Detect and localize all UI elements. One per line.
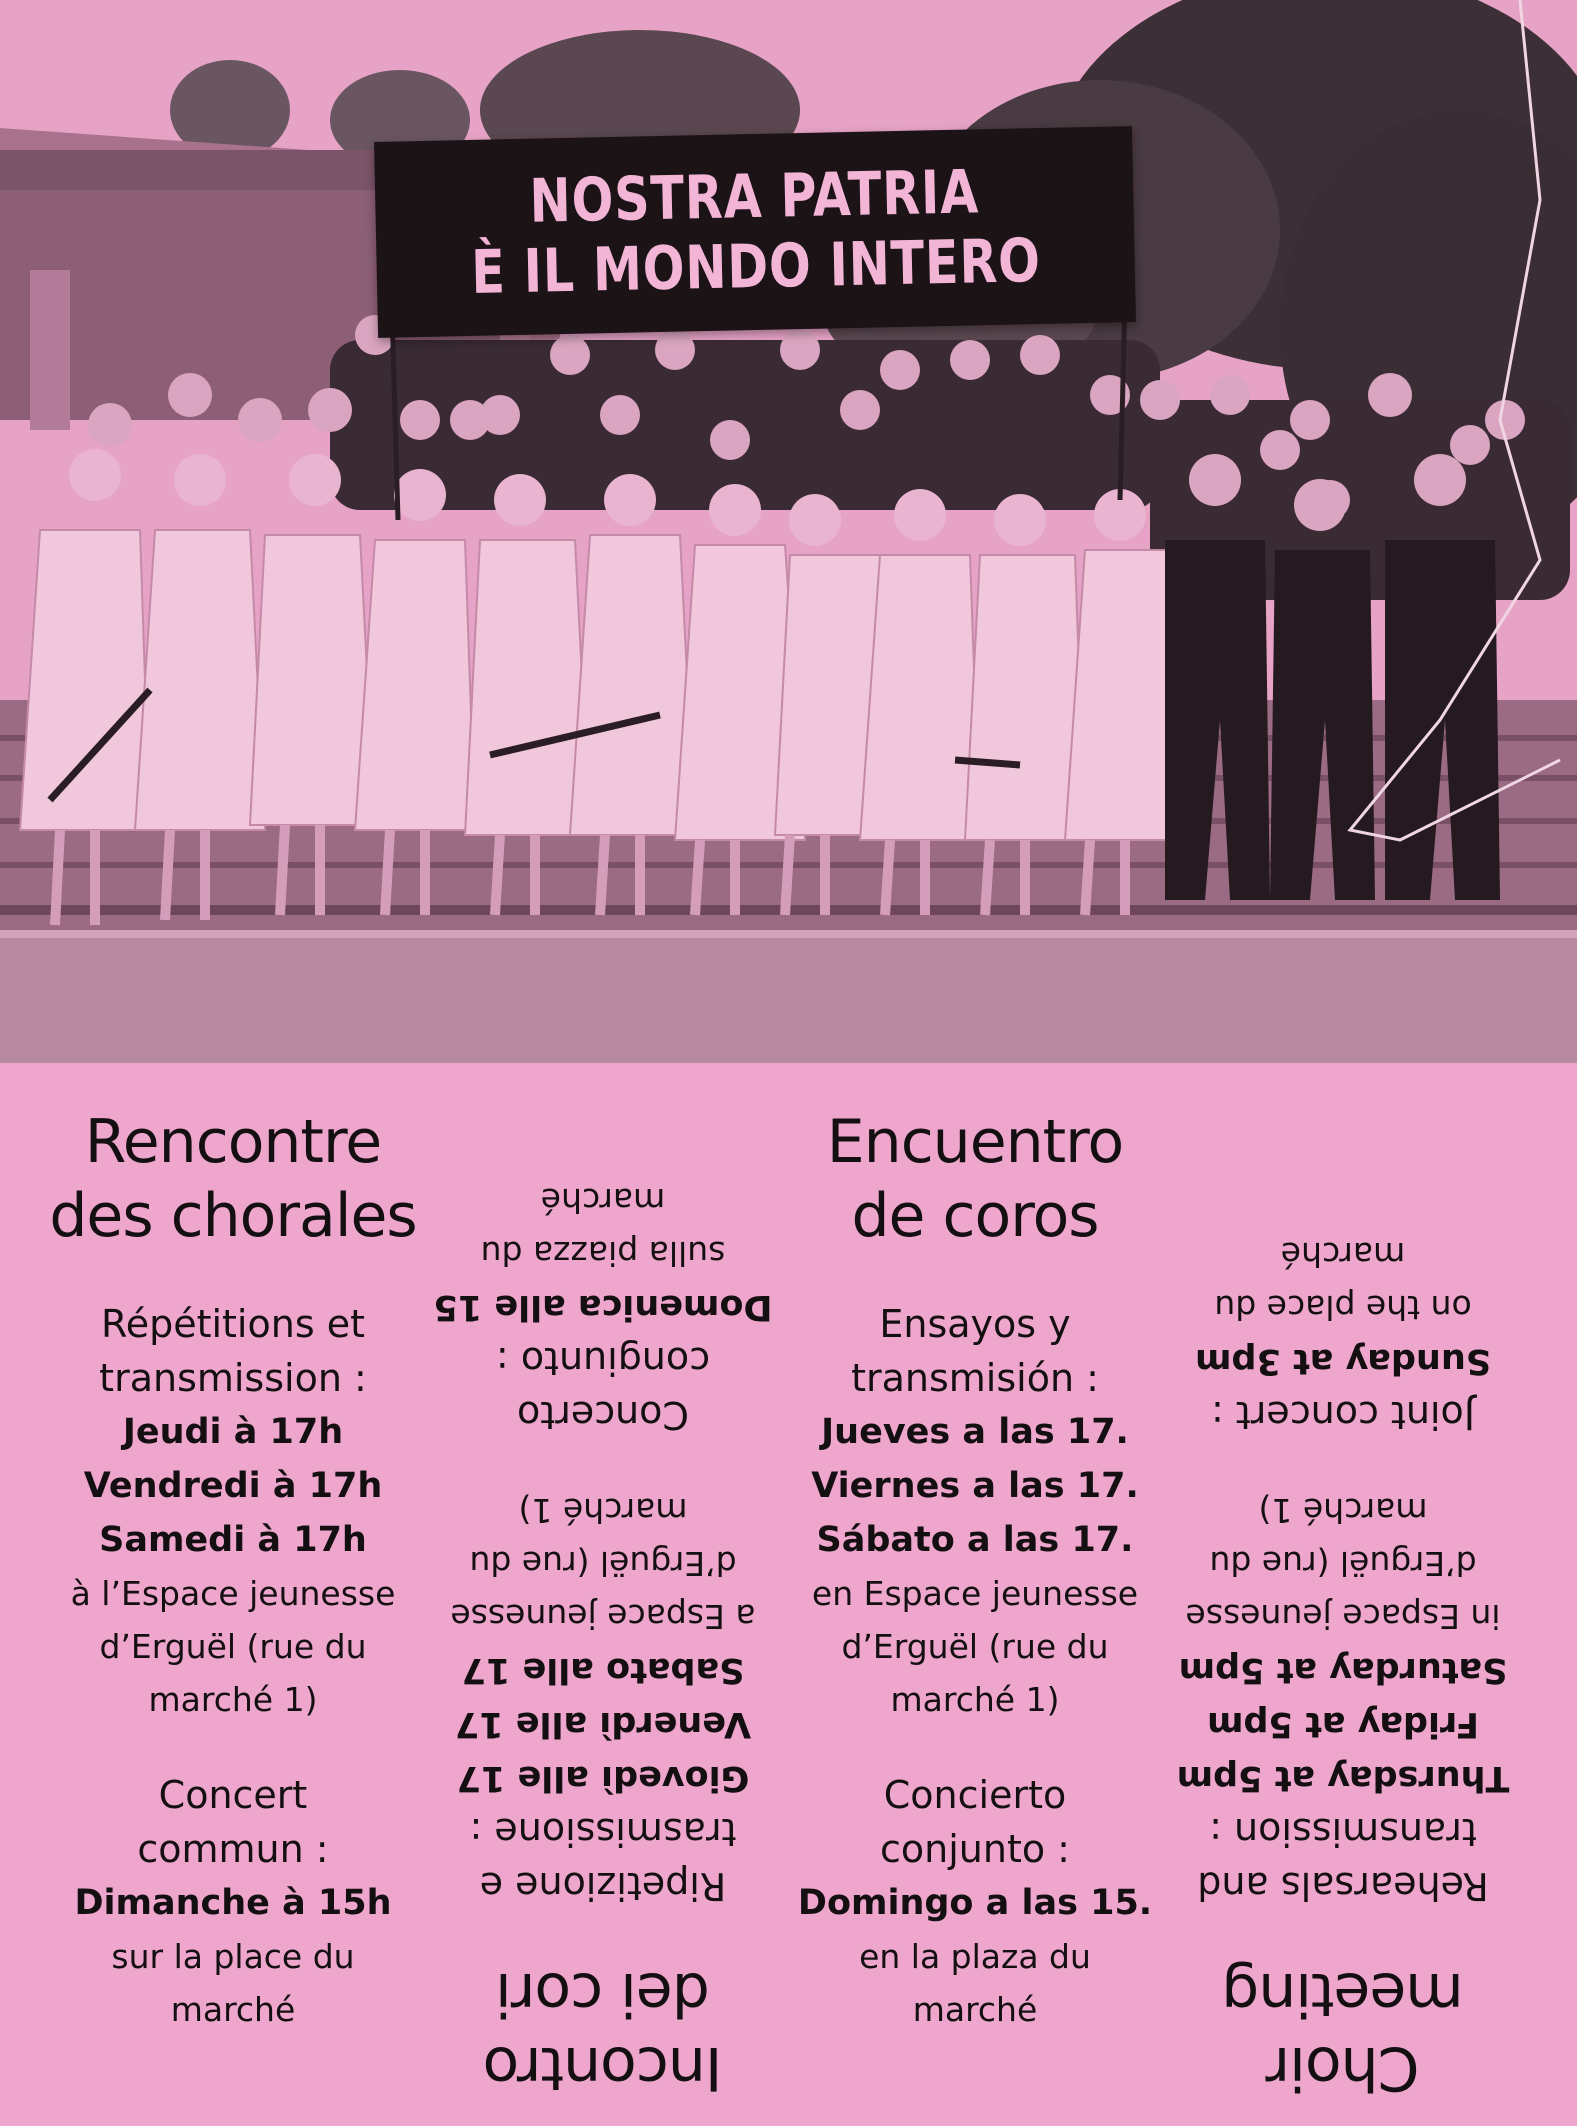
- banner-line-2: È IL MONDO INTERO: [470, 226, 1042, 308]
- concert-heading: conjunto :: [880, 1827, 1070, 1871]
- rehearsal-time: Samedi à 17h: [99, 1520, 367, 1560]
- rehearsal-time: Sábato a las 17.: [816, 1520, 1134, 1560]
- rehearsal-heading: transmission :: [99, 1356, 367, 1400]
- ground: [0, 930, 1577, 1063]
- rehearsal-time: Jueves a las 17.: [821, 1412, 1129, 1452]
- concert-venue: on the place du: [1214, 1288, 1472, 1327]
- rehearsal-heading: trasmissione :: [469, 1810, 737, 1854]
- title-english: [1158, 1957, 1528, 2105]
- title-line: Choir: [1266, 2033, 1420, 2103]
- title-line: des chorales: [49, 1181, 417, 1251]
- rehearsal-heading: transmission :: [1209, 1810, 1477, 1854]
- title-line: Rencontre: [84, 1107, 382, 1177]
- banner: [374, 126, 1136, 338]
- concert-heading: Concerto: [517, 1393, 689, 1437]
- title-line: Incontro: [483, 2033, 723, 2103]
- rehearsal-venue: en Espace jeunesse: [811, 1574, 1139, 1613]
- column-spanish: [790, 1105, 1160, 2105]
- title-french: [48, 1105, 418, 1253]
- concert-venue: marché: [912, 1990, 1038, 2029]
- front-row-women: [20, 530, 1190, 840]
- concert-venue: marché: [540, 1181, 666, 1220]
- rehearsal-time: Sabato alle 17: [461, 1650, 745, 1690]
- rehearsal-heading: Ensayos y: [879, 1302, 1071, 1346]
- title-italian: [418, 1957, 788, 2105]
- concert-venue: en la plaza du: [859, 1937, 1091, 1976]
- concert-heading: commun :: [137, 1827, 329, 1871]
- concert-time: Dimanche à 15h: [74, 1883, 392, 1923]
- rehearsal-venue: marché 1): [890, 1680, 1060, 1719]
- rehearsal-venue: in Espace jeunesse: [1185, 1597, 1501, 1636]
- rehearsal-heading: Ripetizione e: [479, 1864, 727, 1908]
- rehearsal-venue: marché 1): [518, 1491, 688, 1530]
- title-line: de coros: [851, 1181, 1099, 1251]
- title-line: dei cori: [496, 1959, 710, 2029]
- rehearsal-venue: a Espace jeunesse: [450, 1597, 756, 1636]
- title-line: meeting: [1222, 1959, 1464, 2029]
- title-line: Encuentro: [826, 1107, 1124, 1177]
- rehearsal-time: Thursday at 5pm: [1176, 1758, 1510, 1798]
- concert-time: Domenica alle 15: [433, 1287, 773, 1327]
- concert-venue: sur la place du: [111, 1937, 355, 1976]
- rehearsal-venue: marché 1): [1258, 1491, 1428, 1530]
- rehearsal-venue: d’Erguël (rue du: [841, 1627, 1109, 1666]
- concert-heading: Concert: [158, 1773, 308, 1817]
- rehearsal-time: Viernes a las 17.: [811, 1466, 1139, 1506]
- title-spanish: [790, 1105, 1160, 1253]
- rehearsal-venue: à l’Espace jeunesse: [70, 1574, 396, 1613]
- rehearsal-time: Friday at 5pm: [1207, 1704, 1479, 1744]
- rehearsal-venue: d’Erguël (rue du: [469, 1544, 737, 1583]
- rehearsal-time: Vendredi à 17h: [83, 1466, 383, 1506]
- rehearsal-venue: d’Erguël (rue du: [1209, 1544, 1477, 1583]
- concert-venue: marché: [170, 1990, 296, 2029]
- rehearsal-heading: Rehearsals and: [1197, 1864, 1489, 1908]
- concert-time: Domingo a las 15.: [797, 1883, 1153, 1923]
- concert-venue: sulla piazza du: [480, 1234, 726, 1273]
- rehearsal-venue: d’Erguël (rue du: [99, 1627, 367, 1666]
- concert-venue: marché: [1280, 1235, 1406, 1274]
- rehearsal-time: Giovedì alle 17: [456, 1758, 750, 1798]
- rehearsal-time: Venerdì alle 17: [454, 1704, 752, 1744]
- rehearsal-time: Saturday at 5pm: [1178, 1650, 1508, 1690]
- concert-heading: Joint concert :: [1211, 1393, 1475, 1437]
- rehearsal-time: Jeudi à 17h: [122, 1412, 344, 1452]
- concert-heading: Concierto: [883, 1773, 1067, 1817]
- rehearsal-heading: Répétitions et: [101, 1302, 365, 1346]
- concert-heading: congiunto :: [495, 1339, 711, 1383]
- rehearsal-venue: marché 1): [148, 1680, 318, 1719]
- concert-time: Sunday at 3pm: [1194, 1341, 1492, 1381]
- column-english: [1158, 1105, 1528, 2105]
- column-french: [48, 1105, 418, 2105]
- banner-line-1: NOSTRA PATRIA: [528, 157, 980, 237]
- column-italian: [418, 1105, 788, 2105]
- rehearsal-heading: transmisión :: [851, 1356, 1099, 1400]
